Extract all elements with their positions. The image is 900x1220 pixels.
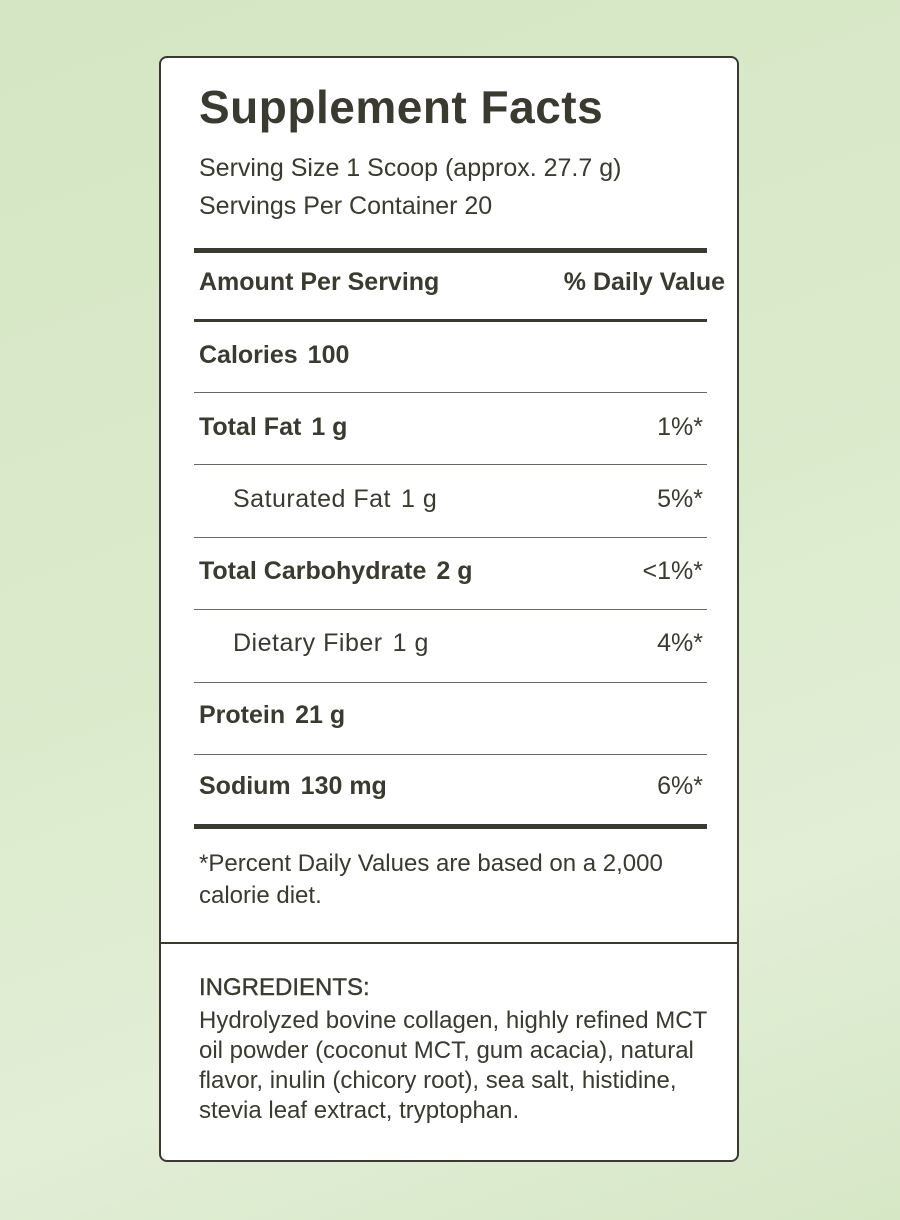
nutrient-name: Saturated Fat 1 g bbox=[233, 484, 438, 513]
nutrient-name: Calories 100 bbox=[199, 340, 350, 369]
daily-value-footnote: *Percent Daily Values are based on a 2,000 calorie diet. bbox=[199, 850, 663, 909]
serving-size: Serving Size 1 Scoop (approx. 27.7 g) bbox=[199, 154, 622, 182]
nutrient-row-sodium bbox=[199, 766, 703, 806]
ingredients-title: INGREDIENTS: bbox=[199, 974, 370, 1001]
nutrient-row-calories bbox=[199, 335, 703, 375]
panel-title: Supplement Facts bbox=[199, 81, 604, 133]
supplement-facts-panel bbox=[159, 56, 739, 1162]
nutrient-row-protein bbox=[199, 695, 703, 735]
row-divider bbox=[194, 392, 707, 393]
row-divider bbox=[194, 754, 707, 755]
top-thick-rule bbox=[194, 248, 707, 253]
nutrient-daily-value: 4%* bbox=[657, 628, 703, 657]
nutrient-name: Protein 21 g bbox=[199, 700, 346, 729]
row-divider bbox=[194, 609, 707, 610]
row-divider bbox=[194, 464, 707, 465]
nutrient-name: Total Fat 1 g bbox=[199, 412, 348, 441]
row-divider bbox=[194, 682, 707, 683]
row-divider bbox=[194, 537, 707, 538]
nutrient-name: Dietary Fiber 1 g bbox=[233, 628, 429, 657]
nutrient-name: Sodium 130 mg bbox=[199, 771, 387, 800]
nutrient-daily-value: 6%* bbox=[657, 771, 703, 800]
ingredients-divider bbox=[161, 942, 737, 944]
nutrient-name: Total Carbohydrate 2 g bbox=[199, 556, 473, 585]
nutrient-row-saturated-fat bbox=[199, 479, 703, 519]
header-rule bbox=[194, 319, 707, 322]
servings-per-container: Servings Per Container 20 bbox=[199, 192, 493, 220]
table-header bbox=[199, 268, 725, 297]
nutrient-daily-value: <1%* bbox=[642, 556, 703, 585]
nutrient-row-dietary-fiber bbox=[199, 623, 703, 663]
daily-value-header: % Daily Value bbox=[563, 268, 725, 296]
nutrient-row-total-carbohydrate bbox=[199, 551, 703, 591]
nutrient-row-total-fat bbox=[199, 407, 703, 447]
amount-per-serving-header: Amount Per Serving bbox=[199, 268, 440, 296]
bottom-thick-rule bbox=[194, 824, 707, 829]
nutrient-daily-value: 5%* bbox=[657, 484, 703, 513]
nutrient-daily-value: 1%* bbox=[657, 412, 703, 441]
ingredients-list: Hydrolyzed bovine collagen, highly refined MCT oil powder (coconut MCT, gum acacia), natural flavor, inulin (chicory root), sea salt, histidine, stevia leaf extract, tryptophan. bbox=[199, 1007, 707, 1124]
